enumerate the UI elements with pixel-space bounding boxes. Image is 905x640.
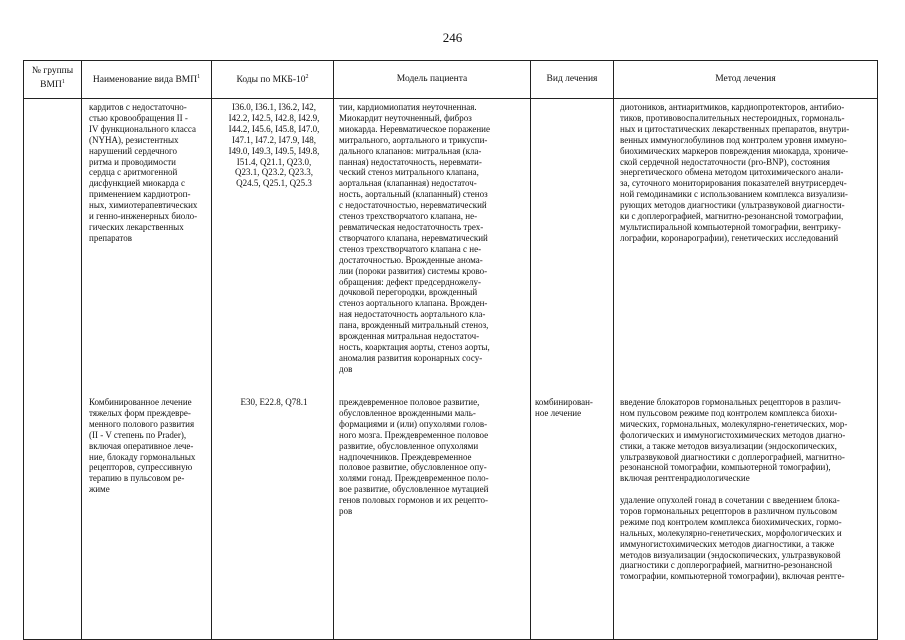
row2-treatment-method-2: удаление опухолей гонад в сочетании с введением блока- торов гормональных рецепторов в различном пульсовом режиме под контролем комплекса биохимических, гормо- нальных, молекулярно-генетических, морфологических и иммуногистохимических методов диагностики, а также методов визуализации (эндоскопических, ультразвуковой диагностики с доплерографией, магнитно-резонансной томографии, компьютерной томографии), включая рентге- (620, 495, 845, 582)
header-patient-model-text: Модель пациента (396, 73, 468, 84)
row1-patient-model: тии, кардиомиопатия неуточненная. Миокардит неуточненный, фиброз миокарда. Неревматическое поражение митрального, аортального и трикуспи- дального клапанов: митральная (кла- панная) недостаточность, неревмати- ческий стеноз митрального клапана, аортальная (клапанная) недостаточ- ность, аортальный (клапанный) стеноз с недостаточностью, неревматический стеноз трехстворчатого клапана, не- ревматическая недостаточность трех- створчатого клапана, неревматический стеноз трехстворчатого клапана с не- достаточностью. Врожденные анома- лии (пороки развития) системы крово- обращения: дефект предсердножелу- дочковой перегородки, врожденный стеноз аортального клапана. Врожден- ная недостаточность аортального кла- пана, врожденный митральный стеноз, врожденная митральная недостаточ- ность, коарктация аорты, стеноз аорты, аномалия развития коронарных сосу- дов (339, 102, 490, 374)
header-bottom-border (23, 98, 878, 99)
header-vmp-name (83, 60, 210, 98)
row1-icd-codes: I36.0, I36.1, I36.2, I42, I42.2, I42.5, I42.8, I42.9, I44.2, I45.6, I45.8, I47.0, I47.1, I47.2, I47.9, I48, I49.0, I49.3, I49.5, I49.8, I51.4, Q21.1, Q23.0, Q23.1, Q23.2, Q23.3, Q24.5, Q25.1, Q25.3 (228, 102, 320, 189)
column-divider (23, 60, 24, 640)
header-treatment-method (615, 60, 876, 98)
header-treatment-method-text: Метод лечения (715, 73, 776, 84)
column-divider (613, 60, 614, 640)
header-group-number-text: № группы ВМП (31, 66, 74, 91)
column-divider (81, 60, 82, 640)
row1-vmp-name: кардитов с недостаточно- стью кровообращения II - IV функционального класса (NYHA), резистентных нарушений сердечного ритма и проводимости сердца с аритмогенной дисфункцией миокарда с применением кардиотроп- ных, химиотерапевтических и генно-инженерных биоло- гических лекарственных препаратов (89, 102, 198, 243)
footnote-mark: 2 (305, 73, 309, 80)
row2-patient-model: преждевременное половое развитие, обусловленное врожденными маль- формациями и (или) опухолями голов- ного мозга. Преждевременное половое развитие, обусловленное опухолями надпочечников. Преждевременное половое развитие, обусловленное опу- холями гонад. Преждевременное поло- вое развитие, обусловленное мутацией генов половых гормонов и их рецепто- ров (339, 397, 489, 517)
header-group-number (25, 60, 80, 98)
row1-treatment-method: диотоников, антиаритмиков, кардиопротекторов, антибио- тиков, противовоспалительных нестероидных, гормональ- ных и цитостатических лекарственных препаратов, внутри- венных иммуноглобулинов под контролем уровня иммуно- биохимических маркеров повреждения миокарда, хрониче- ской сердечной недостаточности (pro-BNP), состояния энергетического обмена методом цитохимического анали- за, суточного мониторирования показателей внутрисердеч- ной гемодинамики с использованием комплекса визуализи- рующих методов диагностики (ультразвуковой диагности- ки с доплерографией, магнитно-резонансной томографии, мультиспиральной компьютерной томографии, вентрику- лографии, коронарографии), генетических исследований (620, 102, 850, 243)
footnote-mark: 1 (197, 73, 201, 80)
footnote-mark: 1 (61, 79, 65, 86)
page-number: 246 (442, 30, 463, 45)
header-treatment-type-text: Вид лечения (546, 73, 598, 84)
vmp-table (23, 60, 878, 640)
header-vmp-name-text: Наименование вида ВМП (92, 75, 198, 86)
row2-treatment-type: комбинирован- ное лечение (535, 397, 593, 418)
header-patient-model (335, 60, 529, 98)
row2-vmp-name: Комбинированное лечение тяжелых форм преждевре- менного полового развития (II - V степень по Prader), включая оперативное лече- ние, блокаду гормональных рецепторов, супрессивную терапию в пульсовом ре- жиме (89, 397, 196, 495)
header-treatment-type (532, 60, 612, 98)
column-divider (530, 60, 531, 640)
column-divider (877, 60, 878, 640)
row2-icd-codes: E30, E22.8, Q78.1 (240, 397, 308, 407)
column-divider (333, 60, 334, 640)
row2-treatment-method: введение блокаторов гормональных рецепторов в различ- ном пульсовом режиме под контролем комплекса биохи- мических, гормональных, молекулярно-генетических, мор- фологических и иммуногистохимических методов диагно- стики, а также методов визуализации (эндоскопических, ультразвуковой диагностики с доплерографией, магнитно- резонансной томографии, компьютерной томографии), включая рентгенрадиологические (620, 397, 848, 484)
column-divider (211, 60, 212, 640)
header-icd-codes-text: Коды по МКБ-10 (236, 75, 306, 86)
header-icd-codes (213, 60, 332, 98)
